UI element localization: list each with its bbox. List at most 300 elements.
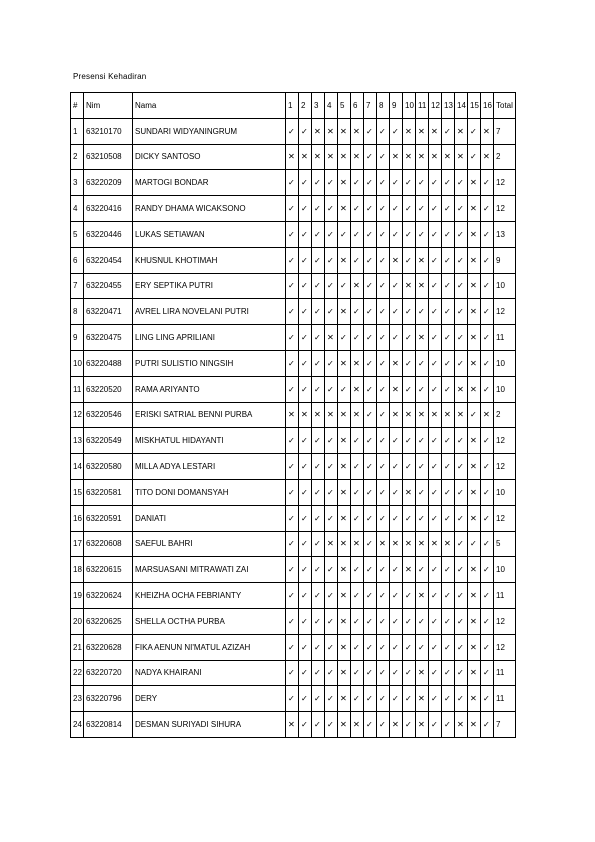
present-check-icon: ✓ xyxy=(325,376,338,402)
present-check-icon: ✓ xyxy=(325,299,338,325)
student-name: LUKAS SETIAWAN xyxy=(133,221,286,247)
row-number: 4 xyxy=(71,196,84,222)
student-nim: 63220471 xyxy=(84,299,133,325)
present-check-icon: ✓ xyxy=(468,118,481,144)
header-day-15: 15 xyxy=(468,93,481,119)
student-total: 10 xyxy=(494,273,516,299)
table-row xyxy=(71,660,516,686)
absent-cross-icon: ✕ xyxy=(390,712,403,738)
table-row xyxy=(71,454,516,480)
present-check-icon: ✓ xyxy=(312,350,325,376)
present-check-icon: ✓ xyxy=(390,299,403,325)
present-check-icon: ✓ xyxy=(377,376,390,402)
absent-cross-icon: ✕ xyxy=(312,118,325,144)
present-check-icon: ✓ xyxy=(364,376,377,402)
present-check-icon: ✓ xyxy=(429,557,442,583)
student-name: KHEIZHA OCHA FEBRIANTY xyxy=(133,583,286,609)
student-total: 7 xyxy=(494,712,516,738)
present-check-icon: ✓ xyxy=(442,712,455,738)
present-check-icon: ✓ xyxy=(299,170,312,196)
absent-cross-icon: ✕ xyxy=(325,144,338,170)
present-check-icon: ✓ xyxy=(351,608,364,634)
student-name: AVREL LIRA NOVELANI PUTRI xyxy=(133,299,286,325)
present-check-icon: ✓ xyxy=(429,583,442,609)
student-nim: 63220446 xyxy=(84,221,133,247)
student-total: 12 xyxy=(494,505,516,531)
student-total: 12 xyxy=(494,428,516,454)
absent-cross-icon: ✕ xyxy=(377,531,390,557)
present-check-icon: ✓ xyxy=(429,196,442,222)
present-check-icon: ✓ xyxy=(377,196,390,222)
present-check-icon: ✓ xyxy=(429,376,442,402)
absent-cross-icon: ✕ xyxy=(338,583,351,609)
present-check-icon: ✓ xyxy=(364,557,377,583)
row-number: 7 xyxy=(71,273,84,299)
student-nim: 63220591 xyxy=(84,505,133,531)
student-nim: 63220455 xyxy=(84,273,133,299)
table-row xyxy=(71,479,516,505)
header-day-12: 12 xyxy=(429,93,442,119)
present-check-icon: ✓ xyxy=(455,325,468,351)
present-check-icon: ✓ xyxy=(351,686,364,712)
student-name: SAEFUL BAHRI xyxy=(133,531,286,557)
present-check-icon: ✓ xyxy=(429,350,442,376)
present-check-icon: ✓ xyxy=(403,608,416,634)
present-check-icon: ✓ xyxy=(390,660,403,686)
present-check-icon: ✓ xyxy=(403,660,416,686)
present-check-icon: ✓ xyxy=(351,325,364,351)
table-row xyxy=(71,170,516,196)
present-check-icon: ✓ xyxy=(351,221,364,247)
present-check-icon: ✓ xyxy=(364,505,377,531)
present-check-icon: ✓ xyxy=(364,221,377,247)
present-check-icon: ✓ xyxy=(299,557,312,583)
student-total: 11 xyxy=(494,325,516,351)
present-check-icon: ✓ xyxy=(325,634,338,660)
student-name: SHELLA OCTHA PURBA xyxy=(133,608,286,634)
present-check-icon: ✓ xyxy=(351,634,364,660)
present-check-icon: ✓ xyxy=(377,505,390,531)
student-nim: 63220454 xyxy=(84,247,133,273)
present-check-icon: ✓ xyxy=(364,660,377,686)
student-name: MARSUASANI MITRAWATI ZAI xyxy=(133,557,286,583)
absent-cross-icon: ✕ xyxy=(403,144,416,170)
present-check-icon: ✓ xyxy=(442,299,455,325)
student-total: 10 xyxy=(494,350,516,376)
present-check-icon: ✓ xyxy=(299,376,312,402)
table-row xyxy=(71,376,516,402)
present-check-icon: ✓ xyxy=(377,221,390,247)
absent-cross-icon: ✕ xyxy=(351,376,364,402)
absent-cross-icon: ✕ xyxy=(351,531,364,557)
absent-cross-icon: ✕ xyxy=(416,247,429,273)
present-check-icon: ✓ xyxy=(390,608,403,634)
present-check-icon: ✓ xyxy=(429,608,442,634)
present-check-icon: ✓ xyxy=(364,454,377,480)
present-check-icon: ✓ xyxy=(455,299,468,325)
present-check-icon: ✓ xyxy=(364,118,377,144)
absent-cross-icon: ✕ xyxy=(468,428,481,454)
present-check-icon: ✓ xyxy=(312,247,325,273)
absent-cross-icon: ✕ xyxy=(338,557,351,583)
present-check-icon: ✓ xyxy=(481,350,494,376)
present-check-icon: ✓ xyxy=(364,350,377,376)
present-check-icon: ✓ xyxy=(325,273,338,299)
present-check-icon: ✓ xyxy=(364,170,377,196)
present-check-icon: ✓ xyxy=(442,170,455,196)
header-no: # xyxy=(71,93,84,119)
present-check-icon: ✓ xyxy=(364,531,377,557)
absent-cross-icon: ✕ xyxy=(338,428,351,454)
present-check-icon: ✓ xyxy=(429,325,442,351)
present-check-icon: ✓ xyxy=(429,712,442,738)
row-number: 22 xyxy=(71,660,84,686)
absent-cross-icon: ✕ xyxy=(338,247,351,273)
present-check-icon: ✓ xyxy=(286,170,299,196)
student-name: LING LING APRILIANI xyxy=(133,325,286,351)
present-check-icon: ✓ xyxy=(286,454,299,480)
present-check-icon: ✓ xyxy=(429,660,442,686)
student-total: 12 xyxy=(494,454,516,480)
present-check-icon: ✓ xyxy=(312,428,325,454)
present-check-icon: ✓ xyxy=(377,144,390,170)
present-check-icon: ✓ xyxy=(312,660,325,686)
present-check-icon: ✓ xyxy=(312,531,325,557)
present-check-icon: ✓ xyxy=(455,531,468,557)
present-check-icon: ✓ xyxy=(325,247,338,273)
student-nim: 63220628 xyxy=(84,634,133,660)
present-check-icon: ✓ xyxy=(338,325,351,351)
table-row xyxy=(71,196,516,222)
student-nim: 63220615 xyxy=(84,557,133,583)
present-check-icon: ✓ xyxy=(338,376,351,402)
present-check-icon: ✓ xyxy=(299,712,312,738)
present-check-icon: ✓ xyxy=(455,660,468,686)
present-check-icon: ✓ xyxy=(429,454,442,480)
absent-cross-icon: ✕ xyxy=(286,712,299,738)
absent-cross-icon: ✕ xyxy=(455,712,468,738)
absent-cross-icon: ✕ xyxy=(299,144,312,170)
absent-cross-icon: ✕ xyxy=(468,221,481,247)
table-row xyxy=(71,686,516,712)
present-check-icon: ✓ xyxy=(468,531,481,557)
present-check-icon: ✓ xyxy=(390,118,403,144)
table-body xyxy=(71,118,516,737)
attendance-table xyxy=(70,92,516,738)
row-number: 3 xyxy=(71,170,84,196)
present-check-icon: ✓ xyxy=(481,505,494,531)
present-check-icon: ✓ xyxy=(455,221,468,247)
table-row xyxy=(71,350,516,376)
present-check-icon: ✓ xyxy=(299,660,312,686)
present-check-icon: ✓ xyxy=(403,299,416,325)
present-check-icon: ✓ xyxy=(377,247,390,273)
absent-cross-icon: ✕ xyxy=(468,660,481,686)
absent-cross-icon: ✕ xyxy=(416,712,429,738)
present-check-icon: ✓ xyxy=(481,247,494,273)
row-number: 13 xyxy=(71,428,84,454)
present-check-icon: ✓ xyxy=(442,247,455,273)
absent-cross-icon: ✕ xyxy=(442,144,455,170)
absent-cross-icon: ✕ xyxy=(468,247,481,273)
present-check-icon: ✓ xyxy=(455,196,468,222)
absent-cross-icon: ✕ xyxy=(312,144,325,170)
header-day-2: 2 xyxy=(299,93,312,119)
header-name: Nama xyxy=(133,93,286,119)
table-row xyxy=(71,221,516,247)
student-total: 2 xyxy=(494,402,516,428)
present-check-icon: ✓ xyxy=(377,350,390,376)
absent-cross-icon: ✕ xyxy=(403,273,416,299)
present-check-icon: ✓ xyxy=(286,634,299,660)
present-check-icon: ✓ xyxy=(442,686,455,712)
table-header-row xyxy=(71,93,516,119)
present-check-icon: ✓ xyxy=(312,686,325,712)
present-check-icon: ✓ xyxy=(312,196,325,222)
absent-cross-icon: ✕ xyxy=(416,583,429,609)
absent-cross-icon: ✕ xyxy=(481,144,494,170)
present-check-icon: ✓ xyxy=(299,531,312,557)
present-check-icon: ✓ xyxy=(286,118,299,144)
absent-cross-icon: ✕ xyxy=(286,144,299,170)
absent-cross-icon: ✕ xyxy=(468,170,481,196)
student-name: PUTRI SULISTIO NINGSIH xyxy=(133,350,286,376)
student-total: 5 xyxy=(494,531,516,557)
student-name: ERISKI SATRIAL BENNI PURBA xyxy=(133,402,286,428)
absent-cross-icon: ✕ xyxy=(468,273,481,299)
absent-cross-icon: ✕ xyxy=(338,454,351,480)
absent-cross-icon: ✕ xyxy=(390,350,403,376)
present-check-icon: ✓ xyxy=(403,221,416,247)
absent-cross-icon: ✕ xyxy=(455,402,468,428)
present-check-icon: ✓ xyxy=(390,454,403,480)
absent-cross-icon: ✕ xyxy=(403,479,416,505)
student-name: MILLA ADYA LESTARI xyxy=(133,454,286,480)
absent-cross-icon: ✕ xyxy=(416,402,429,428)
header-day-4: 4 xyxy=(325,93,338,119)
student-nim: 63220720 xyxy=(84,660,133,686)
present-check-icon: ✓ xyxy=(377,634,390,660)
present-check-icon: ✓ xyxy=(377,712,390,738)
present-check-icon: ✓ xyxy=(299,247,312,273)
present-check-icon: ✓ xyxy=(429,505,442,531)
present-check-icon: ✓ xyxy=(481,299,494,325)
present-check-icon: ✓ xyxy=(455,634,468,660)
header-day-3: 3 xyxy=(312,93,325,119)
absent-cross-icon: ✕ xyxy=(351,273,364,299)
absent-cross-icon: ✕ xyxy=(416,144,429,170)
present-check-icon: ✓ xyxy=(299,583,312,609)
present-check-icon: ✓ xyxy=(325,428,338,454)
student-total: 7 xyxy=(494,118,516,144)
present-check-icon: ✓ xyxy=(429,299,442,325)
absent-cross-icon: ✕ xyxy=(416,118,429,144)
absent-cross-icon: ✕ xyxy=(481,402,494,428)
table-row xyxy=(71,247,516,273)
absent-cross-icon: ✕ xyxy=(338,402,351,428)
absent-cross-icon: ✕ xyxy=(299,402,312,428)
absent-cross-icon: ✕ xyxy=(468,376,481,402)
student-name: TITO DONI DOMANSYAH xyxy=(133,479,286,505)
absent-cross-icon: ✕ xyxy=(429,402,442,428)
present-check-icon: ✓ xyxy=(351,299,364,325)
present-check-icon: ✓ xyxy=(390,479,403,505)
present-check-icon: ✓ xyxy=(390,634,403,660)
absent-cross-icon: ✕ xyxy=(325,402,338,428)
absent-cross-icon: ✕ xyxy=(338,118,351,144)
present-check-icon: ✓ xyxy=(429,247,442,273)
present-check-icon: ✓ xyxy=(442,196,455,222)
table-row xyxy=(71,428,516,454)
row-number: 9 xyxy=(71,325,84,351)
present-check-icon: ✓ xyxy=(455,583,468,609)
present-check-icon: ✓ xyxy=(286,247,299,273)
absent-cross-icon: ✕ xyxy=(351,350,364,376)
present-check-icon: ✓ xyxy=(325,660,338,686)
absent-cross-icon: ✕ xyxy=(325,118,338,144)
present-check-icon: ✓ xyxy=(286,196,299,222)
student-nim: 63220814 xyxy=(84,712,133,738)
present-check-icon: ✓ xyxy=(351,583,364,609)
present-check-icon: ✓ xyxy=(416,634,429,660)
absent-cross-icon: ✕ xyxy=(338,608,351,634)
student-nim: 63220624 xyxy=(84,583,133,609)
absent-cross-icon: ✕ xyxy=(338,531,351,557)
absent-cross-icon: ✕ xyxy=(338,170,351,196)
present-check-icon: ✓ xyxy=(299,608,312,634)
absent-cross-icon: ✕ xyxy=(325,531,338,557)
present-check-icon: ✓ xyxy=(429,634,442,660)
present-check-icon: ✓ xyxy=(364,608,377,634)
present-check-icon: ✓ xyxy=(403,325,416,351)
present-check-icon: ✓ xyxy=(442,428,455,454)
present-check-icon: ✓ xyxy=(416,170,429,196)
present-check-icon: ✓ xyxy=(468,144,481,170)
present-check-icon: ✓ xyxy=(299,325,312,351)
absent-cross-icon: ✕ xyxy=(455,376,468,402)
student-total: 2 xyxy=(494,144,516,170)
present-check-icon: ✓ xyxy=(429,273,442,299)
present-check-icon: ✓ xyxy=(390,505,403,531)
present-check-icon: ✓ xyxy=(286,273,299,299)
present-check-icon: ✓ xyxy=(286,505,299,531)
absent-cross-icon: ✕ xyxy=(468,196,481,222)
present-check-icon: ✓ xyxy=(377,428,390,454)
present-check-icon: ✓ xyxy=(286,325,299,351)
present-check-icon: ✓ xyxy=(377,299,390,325)
present-check-icon: ✓ xyxy=(286,350,299,376)
present-check-icon: ✓ xyxy=(351,557,364,583)
present-check-icon: ✓ xyxy=(364,712,377,738)
present-check-icon: ✓ xyxy=(286,479,299,505)
present-check-icon: ✓ xyxy=(325,686,338,712)
student-nim: 63220520 xyxy=(84,376,133,402)
present-check-icon: ✓ xyxy=(481,712,494,738)
row-number: 12 xyxy=(71,402,84,428)
present-check-icon: ✓ xyxy=(325,170,338,196)
student-nim: 63220580 xyxy=(84,454,133,480)
absent-cross-icon: ✕ xyxy=(351,712,364,738)
present-check-icon: ✓ xyxy=(351,196,364,222)
absent-cross-icon: ✕ xyxy=(429,144,442,170)
present-check-icon: ✓ xyxy=(429,221,442,247)
present-check-icon: ✓ xyxy=(351,428,364,454)
present-check-icon: ✓ xyxy=(299,428,312,454)
absent-cross-icon: ✕ xyxy=(403,118,416,144)
present-check-icon: ✓ xyxy=(351,170,364,196)
absent-cross-icon: ✕ xyxy=(338,505,351,531)
absent-cross-icon: ✕ xyxy=(416,325,429,351)
present-check-icon: ✓ xyxy=(481,660,494,686)
absent-cross-icon: ✕ xyxy=(338,479,351,505)
present-check-icon: ✓ xyxy=(325,583,338,609)
present-check-icon: ✓ xyxy=(455,350,468,376)
absent-cross-icon: ✕ xyxy=(416,660,429,686)
present-check-icon: ✓ xyxy=(442,221,455,247)
present-check-icon: ✓ xyxy=(481,454,494,480)
row-number: 24 xyxy=(71,712,84,738)
absent-cross-icon: ✕ xyxy=(403,557,416,583)
table-row xyxy=(71,118,516,144)
present-check-icon: ✓ xyxy=(325,221,338,247)
student-total: 10 xyxy=(494,376,516,402)
absent-cross-icon: ✕ xyxy=(468,454,481,480)
present-check-icon: ✓ xyxy=(390,196,403,222)
present-check-icon: ✓ xyxy=(442,583,455,609)
absent-cross-icon: ✕ xyxy=(312,402,325,428)
student-name: FIKA AENUN NI'MATUL AZIZAH xyxy=(133,634,286,660)
present-check-icon: ✓ xyxy=(312,608,325,634)
student-nim: 63220488 xyxy=(84,350,133,376)
header-day-9: 9 xyxy=(390,93,403,119)
present-check-icon: ✓ xyxy=(390,428,403,454)
header-nim: Nim xyxy=(84,93,133,119)
present-check-icon: ✓ xyxy=(364,634,377,660)
student-name: DICKY SANTOSO xyxy=(133,144,286,170)
present-check-icon: ✓ xyxy=(442,505,455,531)
present-check-icon: ✓ xyxy=(429,170,442,196)
present-check-icon: ✓ xyxy=(377,402,390,428)
present-check-icon: ✓ xyxy=(299,634,312,660)
absent-cross-icon: ✕ xyxy=(429,118,442,144)
absent-cross-icon: ✕ xyxy=(468,325,481,351)
present-check-icon: ✓ xyxy=(364,402,377,428)
table-row xyxy=(71,634,516,660)
absent-cross-icon: ✕ xyxy=(338,686,351,712)
present-check-icon: ✓ xyxy=(377,170,390,196)
student-total: 12 xyxy=(494,196,516,222)
present-check-icon: ✓ xyxy=(481,583,494,609)
present-check-icon: ✓ xyxy=(286,221,299,247)
present-check-icon: ✓ xyxy=(390,273,403,299)
student-total: 10 xyxy=(494,557,516,583)
header-day-1: 1 xyxy=(286,93,299,119)
row-number: 21 xyxy=(71,634,84,660)
present-check-icon: ✓ xyxy=(403,247,416,273)
student-total: 12 xyxy=(494,608,516,634)
present-check-icon: ✓ xyxy=(390,557,403,583)
present-check-icon: ✓ xyxy=(312,170,325,196)
absent-cross-icon: ✕ xyxy=(390,376,403,402)
present-check-icon: ✓ xyxy=(442,634,455,660)
present-check-icon: ✓ xyxy=(325,505,338,531)
student-name: ERY SEPTIKA PUTRI xyxy=(133,273,286,299)
absent-cross-icon: ✕ xyxy=(455,144,468,170)
row-number: 20 xyxy=(71,608,84,634)
row-number: 16 xyxy=(71,505,84,531)
absent-cross-icon: ✕ xyxy=(286,402,299,428)
student-nim: 63220416 xyxy=(84,196,133,222)
